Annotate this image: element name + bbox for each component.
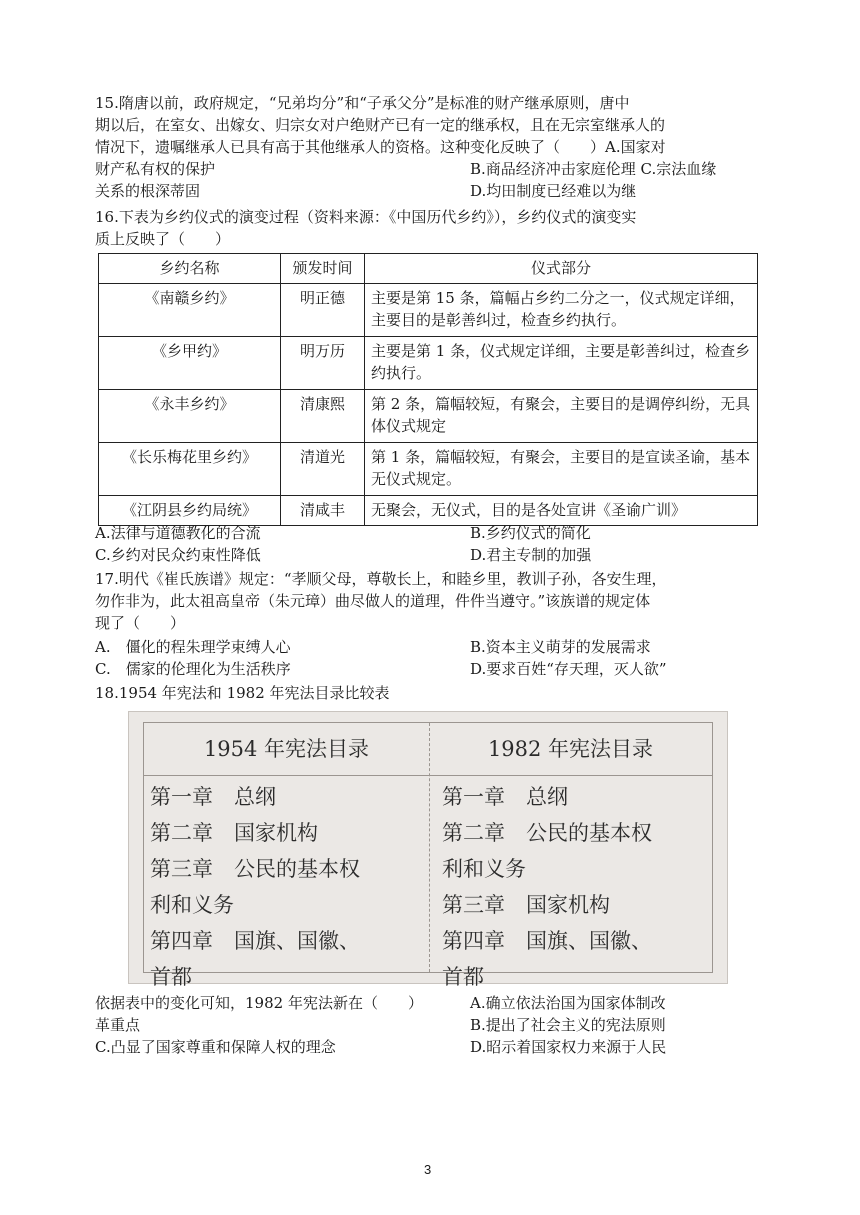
right-column bbox=[442, 779, 652, 995]
right-title: 1982 年宪法目录 bbox=[429, 723, 712, 776]
q15-line-4b: B.商品经济冲击家庭伦理 C.宗法血缘 bbox=[470, 160, 717, 178]
left-item: 利和义务 bbox=[150, 893, 234, 917]
cell-name: 《永丰乡约》 bbox=[99, 390, 281, 443]
table-header-row bbox=[99, 254, 758, 284]
q18-stem: 依据表中的变化可知，1982 年宪法新在（ ） bbox=[95, 994, 423, 1012]
cell-ritual: 第 2 条，篇幅较短，有聚会，主要目的是调停纠纷，无具体仪式规定 bbox=[365, 390, 758, 443]
q18-option-a-cont: 革重点 bbox=[95, 1016, 141, 1034]
table-row bbox=[99, 496, 758, 526]
cell-name: 《长乐梅花里乡约》 bbox=[99, 443, 281, 496]
constitution-comparison-image bbox=[128, 711, 728, 989]
right-item: 第二章 公民的基本权 bbox=[442, 821, 652, 845]
left-item: 第一章 总纲 bbox=[150, 785, 276, 809]
xiangyue-table bbox=[98, 253, 758, 526]
q15-option-d: D.均田制度已经难以为继 bbox=[470, 182, 637, 200]
right-item: 首都 bbox=[442, 965, 484, 989]
left-item: 首都 bbox=[150, 965, 192, 989]
cell-time: 明正德 bbox=[281, 284, 365, 337]
cell-time: 清咸丰 bbox=[281, 496, 365, 526]
q17-line-1: 17.明代《崔氏族谱》规定：“孝顺父母，尊敬长上，和睦乡里，教训子孙，各安生理， bbox=[95, 570, 667, 588]
q18-option-d: D.昭示着国家权力来源于人民 bbox=[470, 1038, 667, 1056]
table-row bbox=[99, 390, 758, 443]
cell-name: 《江阴县乡约局统》 bbox=[99, 496, 281, 526]
cell-ritual: 主要是第 1 条，仪式规定详细，主要是彰善纠过，检查乡约执行。 bbox=[365, 337, 758, 390]
q16-option-c: C.乡约对民众约束性降低 bbox=[95, 546, 261, 564]
table-row bbox=[99, 337, 758, 390]
comparison-frame bbox=[143, 722, 713, 989]
q15-line-2: 期以后，在室女、出嫁女、归宗女对户绝财产已有一定的继承权，且在无宗室继承人的 bbox=[95, 116, 666, 134]
q15-line-4a: 财产私有权的保护 bbox=[95, 160, 216, 178]
q17-line-3: 现了（ ） bbox=[95, 614, 186, 632]
q16-line-2: 质上反映了（ ） bbox=[95, 230, 231, 248]
q15-line-5a: 关系的根深蒂固 bbox=[95, 182, 201, 200]
cell-ritual: 无聚会，无仪式，目的是各处宣讲《圣谕广训》 bbox=[365, 496, 758, 526]
cell-ritual: 主要是第 15 条，篇幅占乡约二分之一，仪式规定详细，主要目的是彰善纠过，检查乡约执行。 bbox=[365, 284, 758, 337]
header-ritual: 仪式部分 bbox=[365, 254, 758, 284]
cell-name: 《南赣乡约》 bbox=[99, 284, 281, 337]
q18-line-1: 18.1954 年宪法和 1982 年宪法目录比较表 bbox=[95, 684, 390, 702]
column-divider bbox=[429, 723, 430, 972]
q17-line-2: 勿作非为，此太祖高皇帝（朱元璋）曲尽做人的道理，件件当遵守。”该族谱的规定体 bbox=[95, 592, 651, 610]
left-column bbox=[150, 779, 360, 995]
cell-ritual: 第 1 条，篇幅较短，有聚会，主要目的是宣读圣谕，基本无仪式规定。 bbox=[365, 443, 758, 496]
cell-time: 清道光 bbox=[281, 443, 365, 496]
q17-option-b: B.资本主义萌芽的发展需求 bbox=[470, 638, 651, 656]
q15-line-1: 15.隋唐以前，政府规定，“兄弟均分”和“子承父分”是标准的财产继承原则，唐中 bbox=[95, 94, 630, 112]
q17-option-a: A. 僵化的程朱理学束缚人心 bbox=[95, 638, 291, 656]
header-name: 乡约名称 bbox=[99, 254, 281, 284]
page-number: 3 bbox=[424, 1162, 432, 1177]
header-time: 颁发时间 bbox=[281, 254, 365, 284]
q16-option-a: A.法律与道德教化的合流 bbox=[95, 524, 261, 542]
q18-option-a: A.确立依法治国为国家体制改 bbox=[470, 994, 666, 1012]
table-row bbox=[99, 284, 758, 337]
q16-option-d: D.君主专制的加强 bbox=[470, 546, 592, 564]
left-title: 1954 年宪法目录 bbox=[144, 723, 429, 776]
right-item: 第四章 国旗、国徽、 bbox=[442, 929, 652, 953]
left-item: 第三章 公民的基本权 bbox=[150, 857, 360, 881]
table-row bbox=[99, 443, 758, 496]
left-item: 第四章 国旗、国徽、 bbox=[150, 929, 360, 953]
q16-option-b: B.乡约仪式的简化 bbox=[470, 524, 591, 542]
cell-time: 清康熙 bbox=[281, 390, 365, 443]
q15-line-3: 情况下，遗嘱继承人已具有高于其他继承人的资格。这种变化反映了（ ）A.国家对 bbox=[95, 138, 666, 156]
right-item: 利和义务 bbox=[442, 857, 526, 881]
left-item: 第二章 国家机构 bbox=[150, 821, 318, 845]
right-item: 第三章 国家机构 bbox=[442, 893, 610, 917]
q18-option-b: B.提出了社会主义的宪法原则 bbox=[470, 1016, 666, 1034]
cell-time: 明万历 bbox=[281, 337, 365, 390]
q18-option-c: C.凸显了国家尊重和保障人权的理念 bbox=[95, 1038, 336, 1056]
right-item: 第一章 总纲 bbox=[442, 785, 568, 809]
q16-line-1: 16.下表为乡约仪式的演变过程（资料来源：《中国历代乡约》），乡约仪式的演变实 bbox=[95, 208, 637, 226]
q17-option-d: D.要求百姓“存天理，灭人欲” bbox=[470, 660, 667, 678]
q17-option-c: C. 儒家的伦理化为生活秩序 bbox=[95, 660, 291, 678]
cell-name: 《乡甲约》 bbox=[99, 337, 281, 390]
